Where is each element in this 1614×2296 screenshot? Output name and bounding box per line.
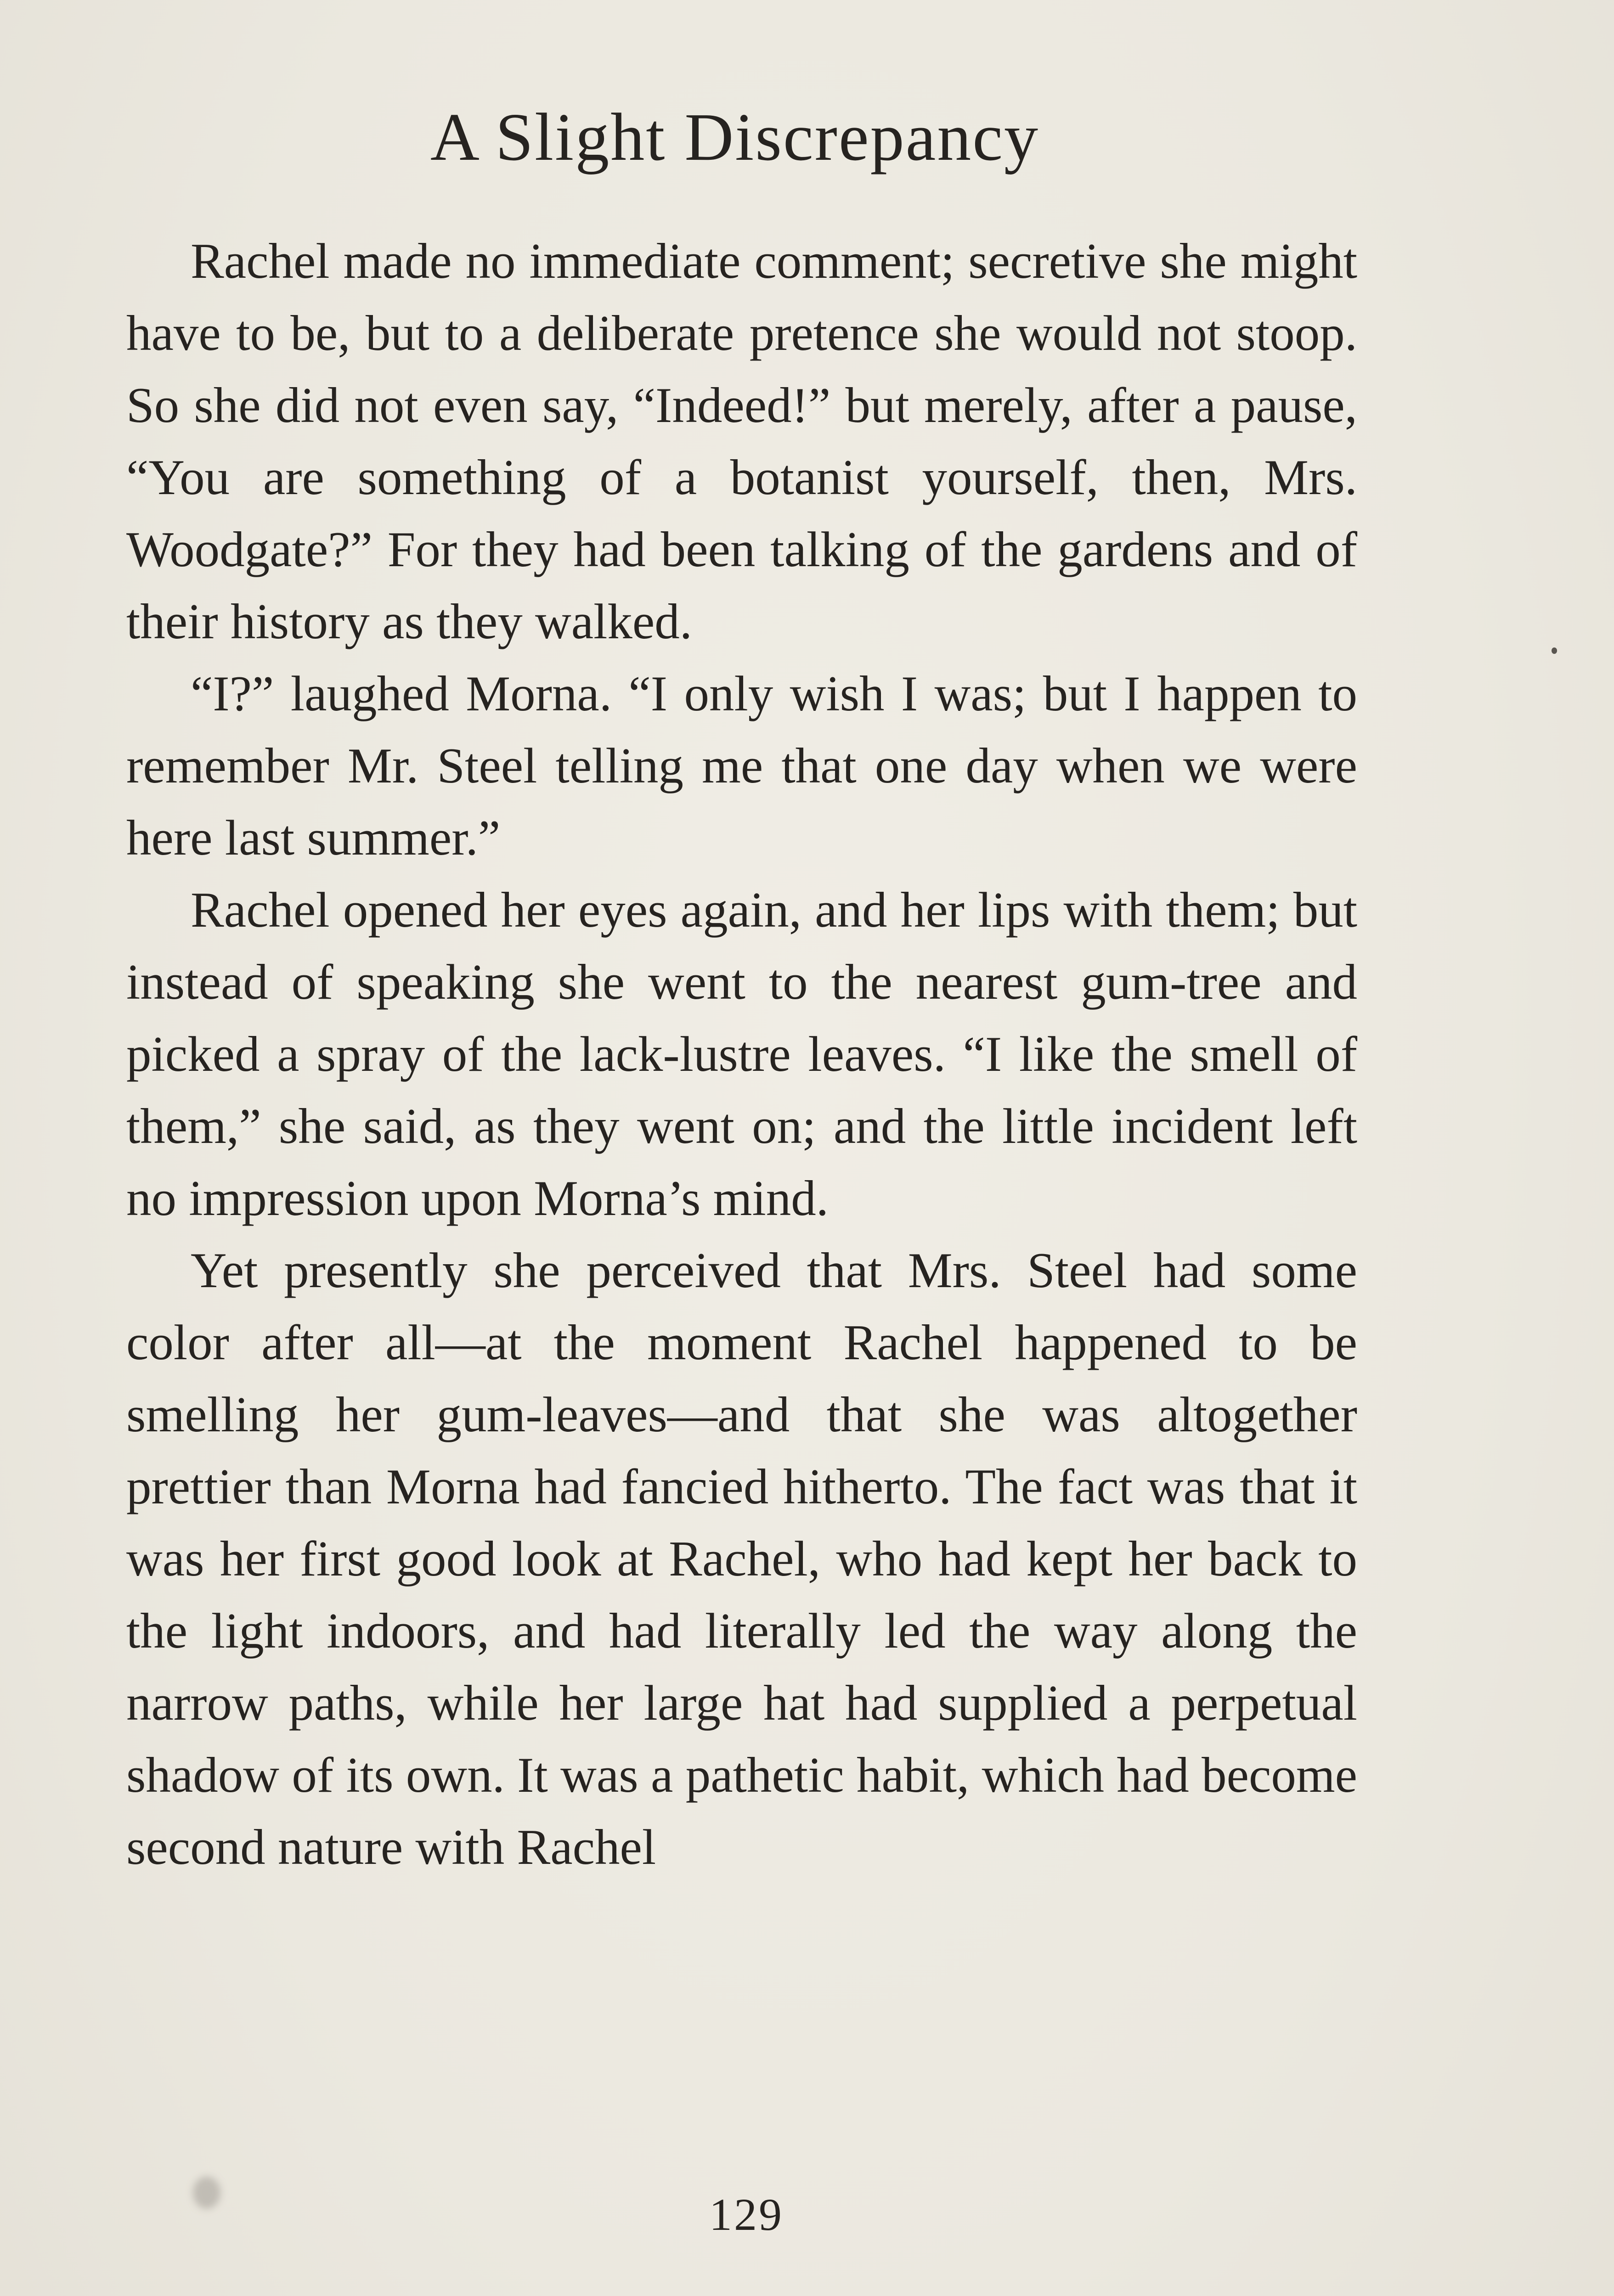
paragraph-1: Rachel made no immediate comment; secretive she might have to be, but to a deliberate pretence she would not stoop. So she did not even say, “Indeed!” but merely, after a pause, “You are something of a botanist yourself, then, Mrs. Woodgate?” For they had been talking of the gardens and of their history as they walked. bbox=[126, 233, 1357, 649]
running-head: A Slight Discrepancy bbox=[430, 100, 1040, 175]
paragraph-4: Yet presently she perceived that Mrs. Steel had some color after all—at the moment Rachel happened to be smelling her gum-leaves—and that she was altogether prettier than Morna had fancied hitherto. The fact was that it was her first good look at Rachel, who had kept her back to the light indoors, and had literally led the way along the narrow paths, while her large hat had supplied a perpetual shadow of its own. It was a pathetic habit, which had become second nature with Rachel bbox=[126, 1243, 1357, 1875]
page-number: 129 bbox=[709, 2189, 784, 2240]
paper-smudge bbox=[193, 2177, 220, 2209]
paragraph-3: Rachel opened her eyes again, and her lips with them; but instead of speaking she went to the nearest gum-tree and picked a spray of the lack-lustre leaves. “I like the smell of them,” she said, as they went on; and the little incident left no impression upon Morna’s mind. bbox=[126, 882, 1357, 1226]
ink-speck bbox=[1552, 647, 1557, 654]
body-text bbox=[126, 225, 1357, 1883]
paragraph-2: “I?” laughed Morna. “I only wish I was; but I happen to remember Mr. Steel telling me that one day when we were here last summer.” bbox=[126, 666, 1357, 866]
